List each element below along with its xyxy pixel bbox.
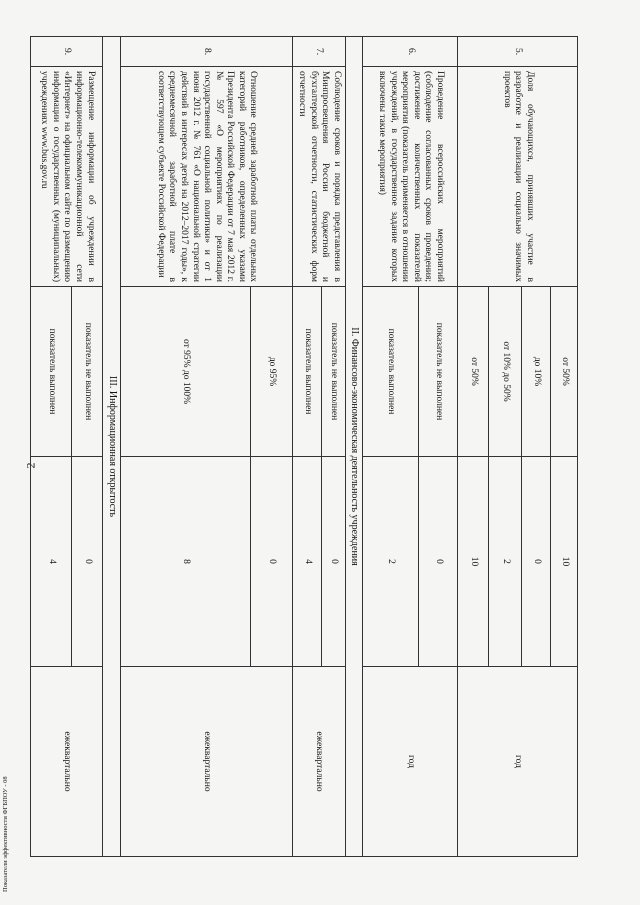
row-number: 9. [31, 37, 103, 67]
table-row [345, 37, 363, 857]
rotated-table-sheet [30, 36, 578, 856]
criterion-cell: от 95% до 100% [121, 287, 251, 457]
period-cell: ежеквартально [292, 667, 345, 857]
page-number: 2 [23, 462, 38, 469]
score-cell: 4 [292, 457, 322, 667]
criterion-cell: от 50% [458, 287, 489, 457]
criterion-cell: до 10% [522, 287, 551, 457]
period-cell: ежеквартально [31, 667, 103, 857]
criterion-cell: показатель не выполнен [419, 287, 458, 457]
criterion-cell: показатель выполнен [363, 287, 419, 457]
indicator-text: Размещение информации об учреждении в информационно-телекоммуникационной сети «Интернет» на официальном сайте по размещению информации о государственных (муниципальных) учреждениях www.bus.gov.ru [31, 67, 103, 287]
section-heading-finance: II. Финансово-экономическая деятельность учреждения [345, 37, 363, 857]
criterion-cell: показатель не выполнен [322, 287, 345, 457]
score-cell: 0 [72, 457, 103, 667]
section-heading-info: III. Информационная открытость [103, 37, 121, 857]
criterion-cell: показатель выполнен [31, 287, 72, 457]
period-cell: год [458, 667, 578, 857]
score-cell: 0 [522, 457, 551, 667]
score-cell: 0 [322, 457, 345, 667]
row-number: 5. [458, 37, 578, 67]
score-cell: 0 [419, 457, 458, 667]
indicator-text: Доля обучающихся, принявших участие в разработке и реализации социально значимых проектов [458, 67, 578, 287]
score-cell: 2 [489, 457, 522, 667]
row-number: 6. [363, 37, 458, 67]
footer-note: Показатели эффективности ФГБПОУ - 08 [2, 776, 9, 892]
table-row [322, 37, 345, 857]
criterion-cell: показатель не выполнен [72, 287, 103, 457]
indicator-text: Проведение всероссийских мероприятий (соблюдение согласованных сроков проведения; достижение количественных показателей мероприятия (показатель применяется в отношении учреждений, в государственное задание которых включены такие мероприятия) [363, 67, 458, 287]
criterion-cell: показатель выполнен [292, 287, 322, 457]
period-cell: год [363, 667, 458, 857]
score-cell: 10 [458, 457, 489, 667]
indicator-text: Соблюдение сроков и порядка представления в Минпросвещения России бюджетной и бухгалтерской отчетности, статистических форм отчетности [292, 67, 345, 287]
table-row [103, 37, 121, 857]
score-cell: 0 [251, 457, 292, 667]
row-number: 8. [121, 37, 292, 67]
criterion-cell: до 95% [251, 287, 292, 457]
table-row [251, 37, 292, 857]
score-cell: 2 [363, 457, 419, 667]
score-cell: 10 [551, 457, 578, 667]
row-number: 7. [292, 37, 345, 67]
indicator-text: Отношение средней заработной платы отдельных категорий работников, определенных указами Президента Российской Федерации от 7 мая 2012 г. № 597 «О мероприятиях по реализации государственной социальной политики» и от 1 июня 2012 г. № 761 «О национальной стратегии действий в интересах детей на 2012–2017 годы», к среднемесячной заработной плате в соответствующем субъекте Российской Федерации [121, 67, 292, 287]
efficiency-indicators-table [30, 36, 578, 857]
period-cell: ежеквартально [121, 667, 292, 857]
criterion-cell: от 50% [551, 287, 578, 457]
table-row [551, 37, 578, 857]
table-row [419, 37, 458, 857]
criterion-cell: от 10% до 50% [489, 287, 522, 457]
score-cell: 8 [121, 457, 251, 667]
score-cell: 4 [31, 457, 72, 667]
table-row [72, 37, 103, 857]
